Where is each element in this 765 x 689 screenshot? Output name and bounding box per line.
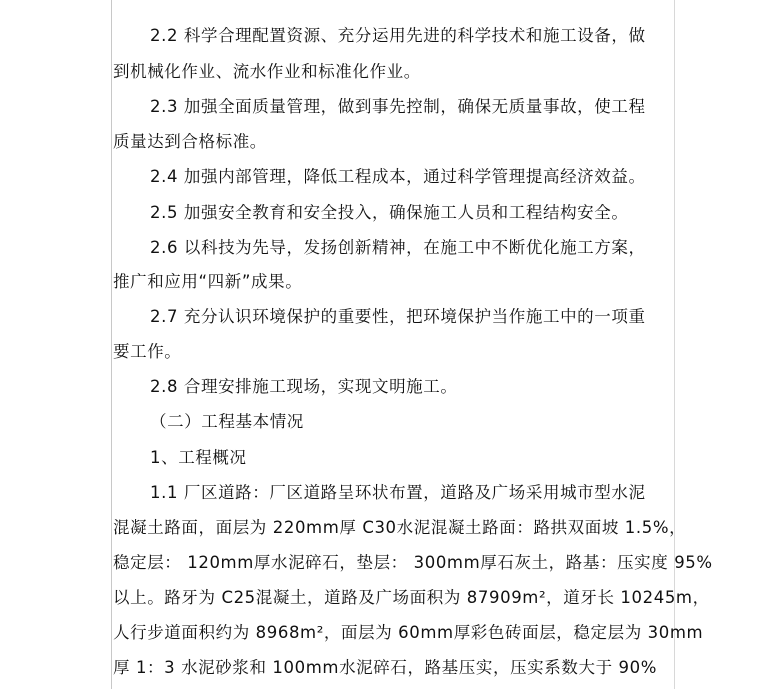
paragraph-2-3-line-2: 质量达到合格标准。 bbox=[113, 132, 267, 151]
paragraph-2-6-line-1: 2.6 以科技为先导，发扬创新精神，在施工中不断优化施工方案， bbox=[150, 238, 646, 257]
subsection-heading-1: 1、工程概况 bbox=[150, 448, 247, 467]
paragraph-2-8: 2.8 合理安排施工现场，实现文明施工。 bbox=[150, 377, 458, 396]
section-heading-2: （二）工程基本情况 bbox=[150, 412, 304, 431]
paragraph-2-4: 2.4 加强内部管理，降低工程成本，通过科学管理提高经济效益。 bbox=[150, 167, 646, 186]
paragraph-1-1-line-5: 人行步道面积约为 8968m²，面层为 60mm厚彩色砖面层，稳定层为 30mm bbox=[113, 623, 704, 642]
paragraph-1-1-line-6: 厚 1：3 水泥砂浆和 100mm水泥碎石，路基压实，压实系数大于 90% bbox=[113, 658, 657, 677]
paragraph-2-7-line-1: 2.7 充分认识环境保护的重要性，把环境保护当作施工中的一项重 bbox=[150, 307, 646, 326]
paragraph-2-7-line-2: 要工作。 bbox=[113, 342, 182, 361]
paragraph-2-2-line-1: 2.2 科学合理配置资源、充分运用先进的科学技术和施工设备，做 bbox=[150, 26, 646, 45]
page-left-border bbox=[111, 0, 112, 689]
paragraph-2-5: 2.5 加强安全教育和安全投入，确保施工人员和工程结构安全。 bbox=[150, 203, 629, 222]
paragraph-1-1-line-4: 以上。路牙为 C25混凝土，道路及广场面积为 87909m²，道牙长 10245m， bbox=[113, 588, 710, 607]
paragraph-1-1-line-3: 稳定层： 120mm厚水泥碎石，垫层： 300mm厚石灰土，路基：压实度 95% bbox=[113, 553, 713, 572]
paragraph-2-3-line-1: 2.3 加强全面质量管理，做到事先控制，确保无质量事故，使工程 bbox=[150, 97, 646, 116]
paragraph-1-1-line-2: 混凝土路面，面层为 220mm厚 C30水泥混凝土路面：路拱双面坡 1.5%， bbox=[113, 518, 687, 537]
paragraph-2-6-line-2: 推广和应用“四新”成果。 bbox=[113, 272, 303, 291]
paragraph-2-2-line-2: 到机械化作业、流水作业和标准化作业。 bbox=[113, 62, 421, 81]
paragraph-1-1-line-1: 1.1 厂区道路：厂区道路呈环状布置，道路及广场采用城市型水泥 bbox=[150, 483, 646, 502]
